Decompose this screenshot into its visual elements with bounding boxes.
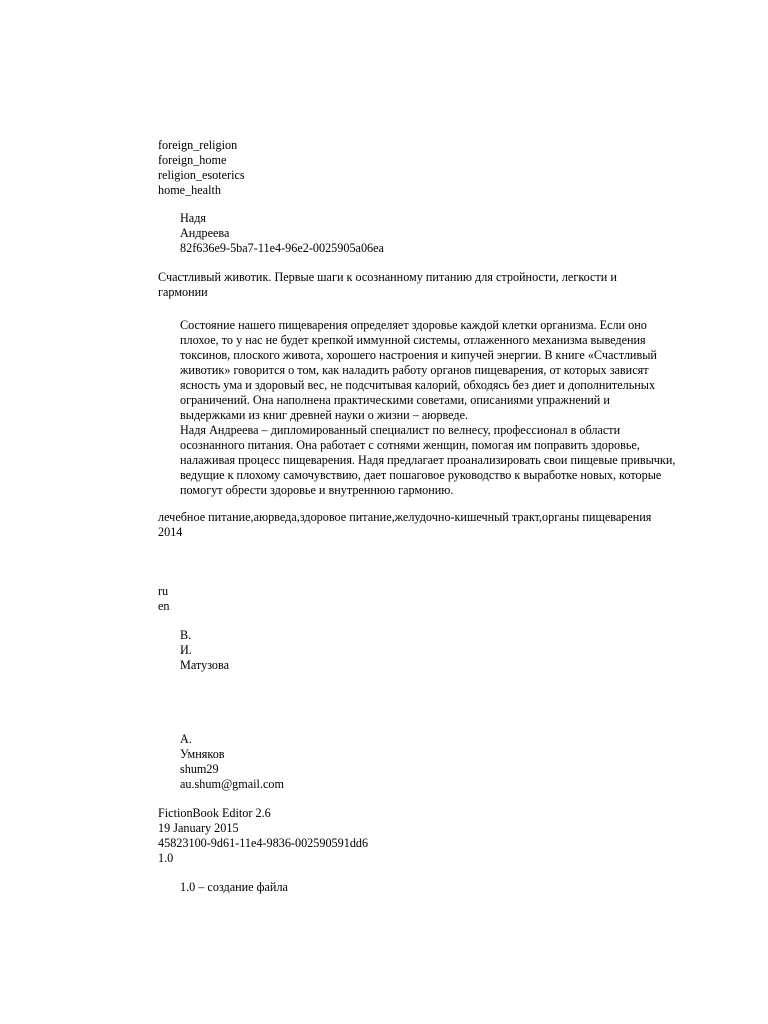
document-date: 19 January 2015 bbox=[158, 821, 239, 835]
translator-last-name: Матузова bbox=[180, 658, 230, 672]
doc-author-first-name: А. bbox=[180, 732, 192, 746]
author-first-name: Надя bbox=[180, 211, 207, 225]
doc-author-nickname: shum29 bbox=[180, 762, 219, 776]
genre-list bbox=[158, 138, 245, 198]
document-id: 45823100-9d61-11e4-9836-002590591dd6 bbox=[158, 836, 369, 850]
author-last-name: Андреева bbox=[180, 226, 230, 240]
author-id: 82f636e9-5ba7-11e4-96e2-0025905a06ea bbox=[180, 241, 384, 255]
history-entry: 1.0 – создание файла bbox=[180, 880, 288, 894]
genre-item: foreign_home bbox=[158, 153, 227, 167]
program-used: FictionBook Editor 2.6 bbox=[158, 806, 271, 820]
genre-item: foreign_religion bbox=[158, 138, 238, 152]
lang: ru bbox=[158, 584, 169, 598]
annotation-paragraph: Надя Андреева – дипломированный специалист по велнесу, профессионал в области осознанного питания. Она работает с сотнями женщин, помогая им поправить здоровье, налаживая процесс пищеварения. Надя предлагает проанализировать свои пищевые привычки, ведущие к плохому самочувствию, дает пошаговое руководство к выработке новых, которые помогут обрести здоровье и внутреннюю гармонию. bbox=[180, 423, 676, 497]
annotation-paragraph: Состояние нашего пищеварения определяет здоровье каждой клетки организма. Если оно плохое, то у нас не будет крепкой иммунной системы, отлаженного механизма выведения токсинов, плоского живота, хорошего настроения и кипучей энергии. В книге «Счастливый животик» говорится о том, как наладить работу органов пищеварения, от которых зависят ясность ума и здоровый вес, не подсчитывая калорий, обходясь без диет и дополнительных ограничений. Она наполнена практическими советами, описаниями упражнений и выдержками из книг древней науки о жизни – аюрведе. bbox=[180, 318, 657, 422]
genre-item: religion_esoterics bbox=[158, 168, 245, 182]
translator-first-name: В. bbox=[180, 628, 192, 642]
publish-date: 2014 bbox=[158, 525, 183, 539]
annotation bbox=[180, 318, 678, 498]
doc-author-email: au.shum@gmail.com bbox=[180, 777, 284, 791]
translator-middle-name: И. bbox=[180, 643, 192, 657]
keywords-block bbox=[158, 510, 651, 540]
document-info-block bbox=[158, 806, 368, 866]
history-block bbox=[180, 880, 288, 895]
keywords: лечебное питание,аюрведа,здоровое питание,желудочно-кишечный тракт,органы пищеварения bbox=[158, 510, 652, 524]
document-author-block bbox=[180, 732, 284, 792]
src-lang: en bbox=[158, 599, 170, 613]
document-version: 1.0 bbox=[158, 851, 174, 865]
author-block bbox=[180, 211, 384, 256]
genre-item: home_health bbox=[158, 183, 221, 197]
translator-block bbox=[180, 628, 229, 673]
doc-author-last-name: Умняков bbox=[180, 747, 225, 761]
language-block bbox=[158, 584, 170, 614]
book-title: Счастливый животик. Первые шаги к осознанному питанию для стройности, легкости и гармонии bbox=[158, 270, 617, 299]
